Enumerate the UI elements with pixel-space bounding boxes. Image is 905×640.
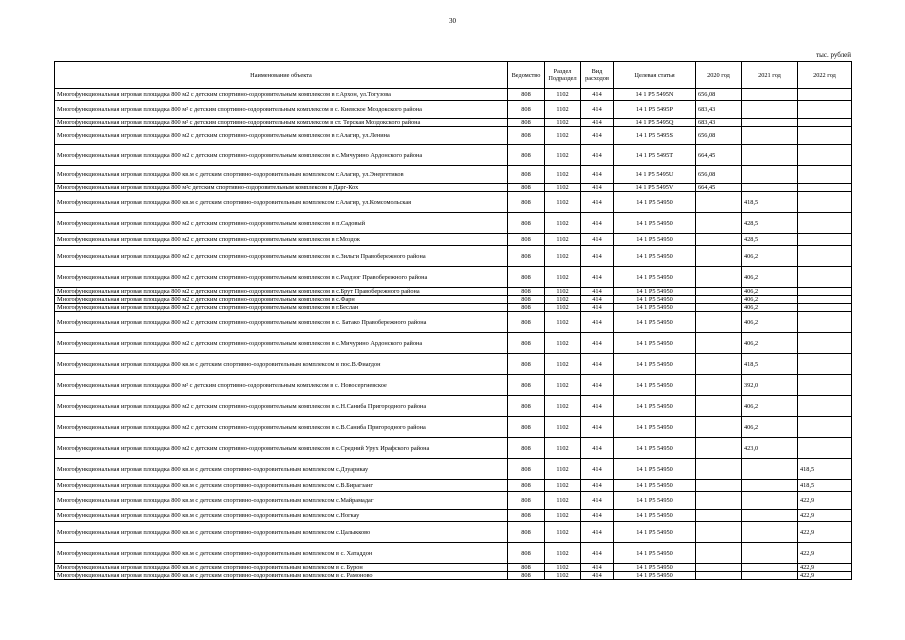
- cell-vid: 414: [581, 166, 614, 184]
- cell-y2020: [696, 288, 742, 296]
- table-row: [55, 145, 852, 166]
- table-row: [55, 459, 852, 480]
- cell-razd: 1102: [545, 127, 581, 145]
- cell-y2020: [696, 246, 742, 267]
- cell-cst: 14 1 P5 54950: [614, 543, 696, 564]
- cell-cst: 14 1 P5 54950: [614, 267, 696, 288]
- cell-cst: 14 1 P5 5495U: [614, 166, 696, 184]
- cell-ved: 808: [508, 127, 545, 145]
- cell-ved: 808: [508, 375, 545, 396]
- cell-ved: 808: [508, 438, 545, 459]
- table-row: [55, 480, 852, 492]
- header-name: Наименование объекта: [55, 62, 508, 89]
- table-row: [55, 296, 852, 304]
- cell-ved: 808: [508, 354, 545, 375]
- header-vedomstvo: Ведомство: [508, 62, 545, 89]
- cell-y2022: [798, 354, 852, 375]
- cell-ved: 808: [508, 296, 545, 304]
- cell-cst: 14 1 P5 5495N: [614, 89, 696, 101]
- cell-ved: 808: [508, 564, 545, 572]
- cell-ved: 808: [508, 522, 545, 543]
- cell-razd: 1102: [545, 89, 581, 101]
- header-2022: 2022 год: [798, 62, 852, 89]
- cell-y2022: 422,9: [798, 510, 852, 522]
- cell-ved: 808: [508, 304, 545, 312]
- table-row: [55, 572, 852, 580]
- cell-cst: 14 1 P5 54950: [614, 459, 696, 480]
- cell-razd: 1102: [545, 438, 581, 459]
- cell-cst: 14 1 P5 54950: [614, 510, 696, 522]
- cell-y2022: 422,9: [798, 522, 852, 543]
- cell-cst: 14 1 P5 54950: [614, 480, 696, 492]
- cell-y2022: [798, 333, 852, 354]
- cell-razd: 1102: [545, 304, 581, 312]
- cell-name: Многофункциональная игровая площадка 800 м2 с детским спортивно-оздоровительным комплексом в г.Моздок: [55, 234, 508, 246]
- cell-razd: 1102: [545, 145, 581, 166]
- cell-cst: 14 1 P5 5495Q: [614, 119, 696, 127]
- cell-name: Многофункциональная игровая площадка 800 м² с детским спортивно-оздоровительным комплексом в ст. Терская Моздокского района: [55, 119, 508, 127]
- cell-name: Многофункциональная игровая площадка 800 кв.м с детским спортивно-оздоровительным комплексом с.Цалыкково: [55, 522, 508, 543]
- cell-vid: 414: [581, 89, 614, 101]
- cell-razd: 1102: [545, 267, 581, 288]
- cell-ved: 808: [508, 89, 545, 101]
- cell-name: Многофункциональная игровая площадка 800 кв.м с детским спортивно-оздоровительным комплексом в пос.В.Фиагдон: [55, 354, 508, 375]
- cell-name: Многофункциональная игровая площадка 800 м2 с детским спортивно-оздоровительным комплексом в с.Мичурино Ардонского района: [55, 333, 508, 354]
- table-row: [55, 417, 852, 438]
- cell-y2021: [742, 522, 798, 543]
- cell-cst: 14 1 P5 5495P: [614, 101, 696, 119]
- cell-y2021: 418,5: [742, 354, 798, 375]
- cell-vid: 414: [581, 333, 614, 354]
- cell-cst: 14 1 P5 54950: [614, 333, 696, 354]
- cell-y2021: [742, 543, 798, 564]
- header-2021: 2021 год: [742, 62, 798, 89]
- table-row: [55, 438, 852, 459]
- cell-y2020: 664,45: [696, 184, 742, 192]
- cell-vid: 414: [581, 543, 614, 564]
- cell-vid: 414: [581, 396, 614, 417]
- cell-vid: 414: [581, 192, 614, 213]
- cell-ved: 808: [508, 543, 545, 564]
- cell-y2022: [798, 375, 852, 396]
- cell-y2021: [742, 510, 798, 522]
- cell-y2021: 406,2: [742, 333, 798, 354]
- cell-name: Многофункциональная игровая площадка 800 м2 с детским спортивно-оздоровительным комплексом в с.Раздзог Правобережного района: [55, 267, 508, 288]
- cell-y2022: [798, 192, 852, 213]
- cell-name: Многофункциональная игровая площадка 800 кв.м с детским спортивно-оздоровительным комплексом в с. Рамоново: [55, 572, 508, 580]
- cell-cst: 14 1 P5 54950: [614, 213, 696, 234]
- table-row: [55, 312, 852, 333]
- cell-vid: 414: [581, 267, 614, 288]
- cell-y2022: [798, 304, 852, 312]
- cell-y2020: 683,43: [696, 101, 742, 119]
- cell-vid: 414: [581, 296, 614, 304]
- cell-vid: 414: [581, 288, 614, 296]
- cell-razd: 1102: [545, 492, 581, 510]
- table-row: [55, 522, 852, 543]
- cell-ved: 808: [508, 246, 545, 267]
- cell-vid: 414: [581, 184, 614, 192]
- header-razdel: Раздел Подраздел: [545, 62, 581, 89]
- cell-ved: 808: [508, 166, 545, 184]
- cell-name: Многофункциональная игровая площадка 800 м2 с детским спортивно-оздоровительным комплексом в г.Беслан: [55, 304, 508, 312]
- cell-y2022: [798, 296, 852, 304]
- cell-razd: 1102: [545, 234, 581, 246]
- cell-y2022: [798, 119, 852, 127]
- cell-cst: 14 1 P5 54950: [614, 312, 696, 333]
- cell-y2021: 392,0: [742, 375, 798, 396]
- cell-cst: 14 1 P5 5495V: [614, 184, 696, 192]
- cell-vid: 414: [581, 354, 614, 375]
- cell-cst: 14 1 P5 54950: [614, 354, 696, 375]
- cell-name: Многофункциональная игровая площадка 800 кв.м с детским спортивно-оздоровительным комплексом с.Майрамадаг: [55, 492, 508, 510]
- cell-y2021: 406,2: [742, 288, 798, 296]
- cell-y2022: [798, 417, 852, 438]
- cell-y2020: [696, 480, 742, 492]
- cell-y2022: [798, 213, 852, 234]
- cell-y2020: 656,08: [696, 127, 742, 145]
- cell-razd: 1102: [545, 288, 581, 296]
- cell-y2022: [798, 166, 852, 184]
- cell-y2021: [742, 127, 798, 145]
- table-row: [55, 213, 852, 234]
- cell-y2021: [742, 492, 798, 510]
- cell-razd: 1102: [545, 101, 581, 119]
- cell-razd: 1102: [545, 213, 581, 234]
- cell-y2022: [798, 184, 852, 192]
- table-header-row: [55, 62, 852, 89]
- header-cst: Целевая статья: [614, 62, 696, 89]
- cell-y2020: [696, 375, 742, 396]
- cell-cst: 14 1 P5 54950: [614, 234, 696, 246]
- table-row: [55, 184, 852, 192]
- cell-name: Многофункциональная игровая площадка 800 м² с детским спортивно-оздоровительным комплексом в с. Новосергиевское: [55, 375, 508, 396]
- cell-vid: 414: [581, 234, 614, 246]
- cell-ved: 808: [508, 101, 545, 119]
- cell-y2022: 422,9: [798, 564, 852, 572]
- cell-y2020: [696, 304, 742, 312]
- cell-y2021: [742, 119, 798, 127]
- cell-name: Многофункциональная игровая площадка 800 м2 с детским спортивно-оздоровительным комплексом в с.Фарн: [55, 296, 508, 304]
- cell-name: Многофункциональная игровая площадка 800 м2 с детским спортивно-оздоровительным комплексом в с.Брут Правобережного района: [55, 288, 508, 296]
- cell-y2020: [696, 296, 742, 304]
- cell-y2020: 656,08: [696, 166, 742, 184]
- cell-name: Многофункциональная игровая площадка 800 м2 с детским спортивно-оздоровительным комплексом в с.Мичурино Ардонского района: [55, 145, 508, 166]
- cell-razd: 1102: [545, 522, 581, 543]
- header-vid: Вид расходов: [581, 62, 614, 89]
- cell-y2021: [742, 101, 798, 119]
- cell-y2020: [696, 192, 742, 213]
- cell-y2022: [798, 312, 852, 333]
- cell-name: Многофункциональная игровая площадка 800 кв.м с детским спортивно-оздоровительным комплексом г.Алагир, ул.Комсомольская: [55, 192, 508, 213]
- cell-y2020: 656,08: [696, 89, 742, 101]
- cell-vid: 414: [581, 101, 614, 119]
- table-row: [55, 267, 852, 288]
- cell-y2022: 418,5: [798, 459, 852, 480]
- cell-razd: 1102: [545, 543, 581, 564]
- table-row: [55, 510, 852, 522]
- cell-y2022: [798, 234, 852, 246]
- cell-ved: 808: [508, 234, 545, 246]
- cell-y2021: 406,2: [742, 267, 798, 288]
- table-row: [55, 375, 852, 396]
- cell-ved: 808: [508, 480, 545, 492]
- cell-vid: 414: [581, 375, 614, 396]
- cell-cst: 14 1 P5 54950: [614, 438, 696, 459]
- cell-name: Многофункциональная игровая площадка 800 м2 с детским спортивно-оздоровительным комплексом в с.Средний Урух Ирафского района: [55, 438, 508, 459]
- cell-y2022: 422,9: [798, 492, 852, 510]
- cell-y2021: 428,5: [742, 213, 798, 234]
- cell-name: Многофункциональная игровая площадка 800 м2 с детским спортивно-оздоровительным комплексом в с.В.Саниба Пригородного района: [55, 417, 508, 438]
- cell-y2021: 418,5: [742, 192, 798, 213]
- cell-vid: 414: [581, 572, 614, 580]
- table-row: [55, 564, 852, 572]
- cell-y2020: 664,45: [696, 145, 742, 166]
- cell-vid: 414: [581, 246, 614, 267]
- table-row: [55, 119, 852, 127]
- cell-y2021: 406,2: [742, 246, 798, 267]
- cell-vid: 414: [581, 492, 614, 510]
- cell-razd: 1102: [545, 396, 581, 417]
- cell-razd: 1102: [545, 333, 581, 354]
- cell-y2020: [696, 510, 742, 522]
- cell-cst: 14 1 P5 5495S: [614, 127, 696, 145]
- units-label: тыс. рублей: [816, 51, 851, 59]
- cell-ved: 808: [508, 333, 545, 354]
- cell-ved: 808: [508, 119, 545, 127]
- cell-y2022: [798, 101, 852, 119]
- cell-y2022: 422,9: [798, 543, 852, 564]
- cell-y2020: 683,43: [696, 119, 742, 127]
- cell-y2020: [696, 213, 742, 234]
- cell-name: Многофункциональная игровая площадка 800 м2 с детским спортивно-оздоровительным комплексом в с. Батако Правобережного района: [55, 312, 508, 333]
- cell-y2021: [742, 480, 798, 492]
- cell-vid: 414: [581, 438, 614, 459]
- cell-y2021: 406,2: [742, 296, 798, 304]
- cell-vid: 414: [581, 312, 614, 333]
- cell-ved: 808: [508, 459, 545, 480]
- table-body: [55, 89, 852, 580]
- cell-vid: 414: [581, 522, 614, 543]
- page-number: 30: [449, 17, 456, 25]
- cell-name: Многофункциональная игровая площадка 800 м2 с детским спортивно-оздоровительным комплексом в г.Алагир, ул.Ленина: [55, 127, 508, 145]
- cell-ved: 808: [508, 192, 545, 213]
- cell-razd: 1102: [545, 510, 581, 522]
- cell-vid: 414: [581, 459, 614, 480]
- cell-y2021: 406,2: [742, 417, 798, 438]
- cell-name: Многофункциональная игровая площадка 800 м2 с детским спортивно-оздоровительным комплексом в с.Зильги Правобережного района: [55, 246, 508, 267]
- table-row: [55, 288, 852, 296]
- cell-razd: 1102: [545, 184, 581, 192]
- cell-y2021: [742, 459, 798, 480]
- cell-y2021: 406,2: [742, 304, 798, 312]
- cell-vid: 414: [581, 145, 614, 166]
- cell-ved: 808: [508, 510, 545, 522]
- table-row: [55, 127, 852, 145]
- cell-vid: 414: [581, 510, 614, 522]
- cell-vid: 414: [581, 480, 614, 492]
- header-2020: 2020 год: [696, 62, 742, 89]
- cell-name: Многофункциональная игровая площадка 800 м2 с детским спортивно-оздоровительным комплексом в г.Архон, ул.Тогузова: [55, 89, 508, 101]
- cell-razd: 1102: [545, 246, 581, 267]
- cell-y2022: [798, 89, 852, 101]
- cell-y2020: [696, 417, 742, 438]
- cell-name: Многофункциональная игровая площадка 800 кв.м с детским спортивно-оздоровительным комплексом г.Алагир, ул.Энергетиков: [55, 166, 508, 184]
- table-row: [55, 333, 852, 354]
- cell-y2020: [696, 543, 742, 564]
- cell-vid: 414: [581, 304, 614, 312]
- cell-y2020: [696, 564, 742, 572]
- cell-vid: 414: [581, 417, 614, 438]
- cell-cst: 14 1 P5 54950: [614, 192, 696, 213]
- cell-cst: 14 1 P5 5495T: [614, 145, 696, 166]
- cell-y2020: [696, 312, 742, 333]
- cell-y2020: [696, 354, 742, 375]
- cell-y2022: [798, 396, 852, 417]
- cell-cst: 14 1 P5 54950: [614, 572, 696, 580]
- cell-razd: 1102: [545, 480, 581, 492]
- cell-y2020: [696, 459, 742, 480]
- cell-y2022: [798, 246, 852, 267]
- cell-y2022: 422,9: [798, 572, 852, 580]
- cell-ved: 808: [508, 213, 545, 234]
- cell-cst: 14 1 P5 54950: [614, 417, 696, 438]
- cell-ved: 808: [508, 145, 545, 166]
- cell-y2020: [696, 572, 742, 580]
- cell-razd: 1102: [545, 417, 581, 438]
- table-row: [55, 492, 852, 510]
- cell-y2020: [696, 492, 742, 510]
- cell-name: Многофункциональная игровая площадка 800 м²с детским спортивно-оздоровительным комплексом в Дарг-Кох: [55, 184, 508, 192]
- cell-name: Многофункциональная игровая площадка 800 кв.м с детским спортивно-оздоровительным комплексом в с. Бурон: [55, 564, 508, 572]
- table-row: [55, 234, 852, 246]
- cell-ved: 808: [508, 572, 545, 580]
- cell-y2022: 418,5: [798, 480, 852, 492]
- cell-vid: 414: [581, 127, 614, 145]
- cell-razd: 1102: [545, 119, 581, 127]
- cell-cst: 14 1 P5 54950: [614, 304, 696, 312]
- cell-y2021: [742, 145, 798, 166]
- cell-y2020: [696, 438, 742, 459]
- cell-y2020: [696, 234, 742, 246]
- cell-name: Многофункциональная игровая площадка 800 кв.м с детским спортивно-оздоровительным комплексом с.Ногкау: [55, 510, 508, 522]
- cell-razd: 1102: [545, 459, 581, 480]
- cell-vid: 414: [581, 564, 614, 572]
- table-row: [55, 246, 852, 267]
- cell-razd: 1102: [545, 296, 581, 304]
- cell-y2021: 428,5: [742, 234, 798, 246]
- cell-razd: 1102: [545, 312, 581, 333]
- cell-name: Многофункциональная игровая площадка 800 м² с детским спортивно-оздоровительным комплексом в с. Киевское Моздокского района: [55, 101, 508, 119]
- cell-y2021: 406,2: [742, 396, 798, 417]
- cell-y2021: [742, 89, 798, 101]
- cell-ved: 808: [508, 267, 545, 288]
- cell-y2021: [742, 564, 798, 572]
- cell-razd: 1102: [545, 564, 581, 572]
- table-row: [55, 354, 852, 375]
- cell-vid: 414: [581, 213, 614, 234]
- table-row: [55, 89, 852, 101]
- cell-name: Многофункциональная игровая площадка 800 м2 с детским спортивно-оздоровительным комплексом в с.Н.Саниба Пригородного района: [55, 396, 508, 417]
- cell-y2022: [798, 438, 852, 459]
- cell-cst: 14 1 P5 54950: [614, 288, 696, 296]
- cell-razd: 1102: [545, 572, 581, 580]
- cell-ved: 808: [508, 396, 545, 417]
- cell-y2021: [742, 572, 798, 580]
- cell-y2021: [742, 166, 798, 184]
- cell-cst: 14 1 P5 54950: [614, 564, 696, 572]
- cell-razd: 1102: [545, 192, 581, 213]
- cell-name: Многофункциональная игровая площадка 800 кв.м с детским спортивно-оздоровительным комплексом с.Дзуарикау: [55, 459, 508, 480]
- cell-ved: 808: [508, 312, 545, 333]
- cell-name: Многофункциональная игровая площадка 800 кв.м с детским спортивно-оздоровительным комплексом с.В.Бирагзанг: [55, 480, 508, 492]
- budget-table: [54, 61, 852, 580]
- cell-cst: 14 1 P5 54950: [614, 375, 696, 396]
- cell-razd: 1102: [545, 375, 581, 396]
- cell-cst: 14 1 P5 54950: [614, 246, 696, 267]
- cell-cst: 14 1 P5 54950: [614, 396, 696, 417]
- cell-cst: 14 1 P5 54950: [614, 296, 696, 304]
- cell-cst: 14 1 P5 54950: [614, 492, 696, 510]
- table-row: [55, 166, 852, 184]
- cell-y2020: [696, 267, 742, 288]
- cell-ved: 808: [508, 417, 545, 438]
- cell-ved: 808: [508, 492, 545, 510]
- cell-y2022: [798, 267, 852, 288]
- cell-razd: 1102: [545, 166, 581, 184]
- cell-y2021: [742, 184, 798, 192]
- cell-y2021: 423,0: [742, 438, 798, 459]
- cell-y2022: [798, 288, 852, 296]
- cell-razd: 1102: [545, 354, 581, 375]
- cell-y2020: [696, 522, 742, 543]
- cell-y2021: 406,2: [742, 312, 798, 333]
- table-row: [55, 192, 852, 213]
- cell-cst: 14 1 P5 54950: [614, 522, 696, 543]
- cell-y2020: [696, 396, 742, 417]
- table-row: [55, 304, 852, 312]
- table-row: [55, 543, 852, 564]
- cell-name: Многофункциональная игровая площадка 800 кв.м с детским спортивно-оздоровительным комплексом в с. Хатаддон: [55, 543, 508, 564]
- cell-vid: 414: [581, 119, 614, 127]
- cell-y2022: [798, 127, 852, 145]
- cell-ved: 808: [508, 288, 545, 296]
- table-row: [55, 396, 852, 417]
- cell-y2022: [798, 145, 852, 166]
- cell-y2020: [696, 333, 742, 354]
- cell-ved: 808: [508, 184, 545, 192]
- table-row: [55, 101, 852, 119]
- cell-name: Многофункциональная игровая площадка 800 м2 с детским спортивно-оздоровительным комплексом в п.Садовый: [55, 213, 508, 234]
